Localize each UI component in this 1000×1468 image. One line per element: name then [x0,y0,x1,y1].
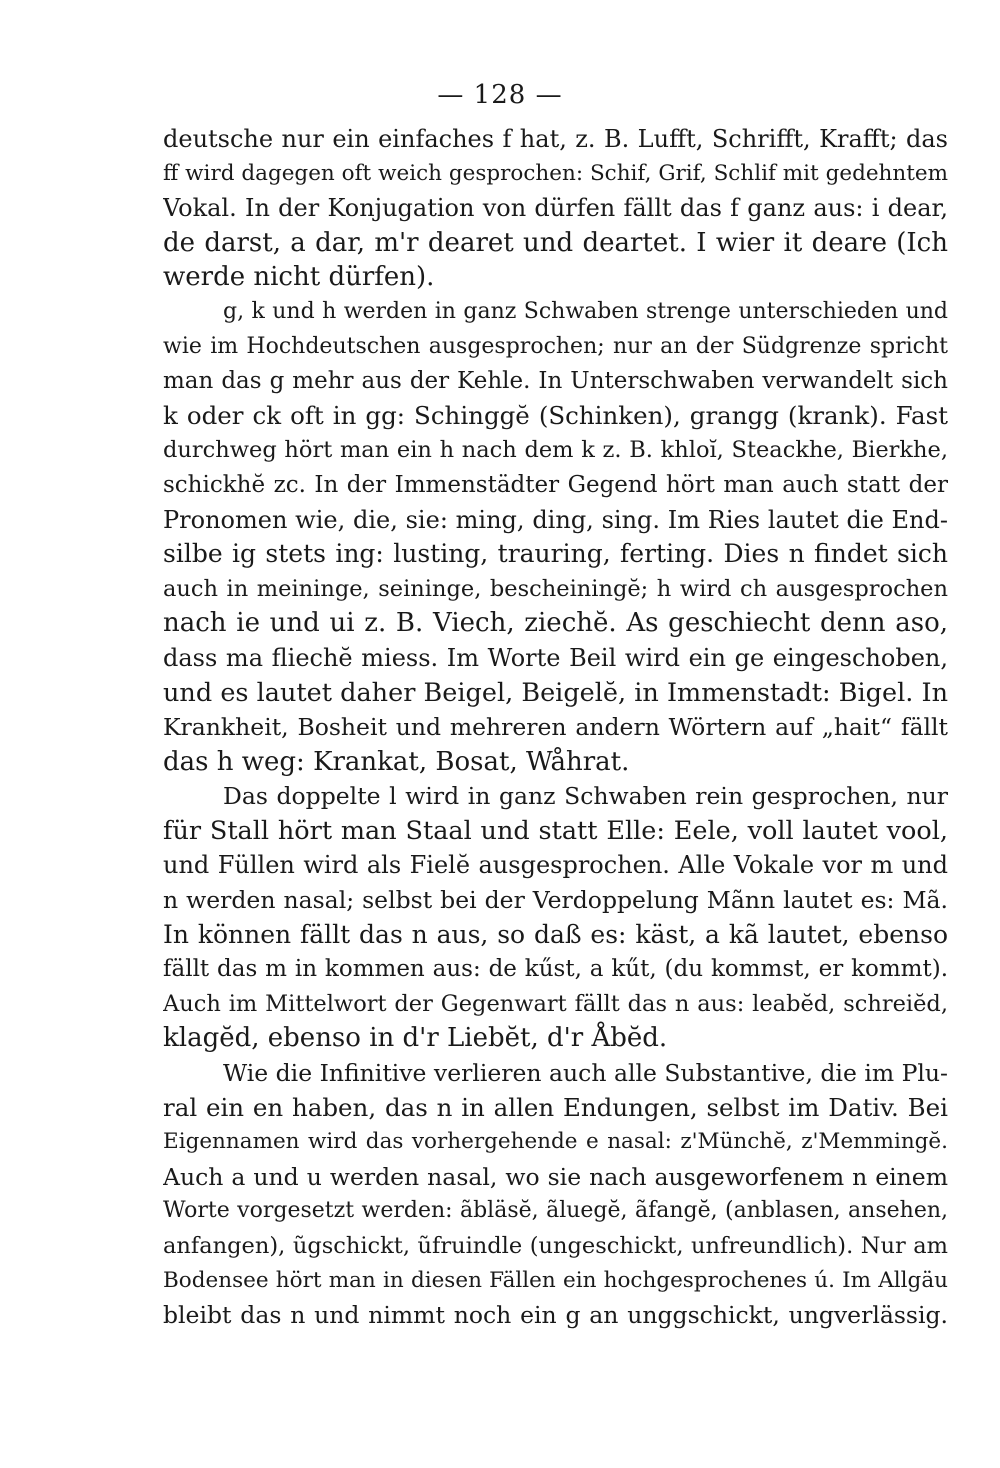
text-line: bleibt das n und nimmt noch ein g an unggschickt, ungverlässig. [163,1301,948,1330]
text-line: In können fällt das n aus, so daß es: käst, a kã lautet, ebenso [163,919,948,949]
text-line: k oder ck oft in gg: Schinggĕ (Schinken), grangg (krank). Fast [163,400,948,430]
text-line: Bodensee hört man in diesen Fällen ein hochgesprochenes ú. Im Allgäu [163,1267,948,1293]
text-line: auch in meininge, seininge, bescheiningĕ; h wird ch ausgesprochen [163,575,948,602]
text-line: silbe ig stets ing: lusting, trauring, ferting. Dies n findet sich [163,539,948,569]
text-line: schickhĕ zc. In der Immenstädter Gegend hört man auch statt der [163,471,948,498]
text-line: anfangen), ũgschickt, ũfruindle (ungeschickt, unfreundlich). Nur am [163,1233,948,1259]
text-line: n werden nasal; selbst bei der Verdoppelung Mãnn lautet es: Mã. [163,886,948,915]
text-line: deutsche nur ein einfaches f hat, z. B. Lufft, Schrifft, Krafft; das [163,125,948,153]
text-line: Wie die Infinitive verlieren auch alle Substantive, die im Plu- [223,1059,948,1088]
text-line: und Füllen wird als Fielĕ ausgesprochen. Alle Vokale vor m und [163,851,948,880]
text-line: Auch a und u werden nasal, wo sie nach ausgeworfenem n einem [163,1162,948,1191]
text-line: de darst, a dar, m'r dearet und deartet. I wier it deare (Ich [163,227,948,258]
text-line: werde nicht dürfen). [163,262,435,293]
text-line: klagĕd, ebenso in d'r Liebĕt, d'r Åbĕd. [163,1023,668,1054]
text-line: das h weg: Krankat, Bosat, Wåhrat. [163,746,630,777]
text-line: Worte vorgesetzt werden: ãbläsĕ, ãluegĕ, ãfangĕ, (anblasen, ansehen, [163,1198,948,1224]
text-line: ff wird dagegen oft weich gesprochen: Schif, Grif, Schlif mit gedehntem [163,160,948,186]
text-line: Auch im Mittelwort der Gegenwart fällt das n aus: leabĕd, schreiĕd, [163,990,948,1017]
text-line: dass ma fliechĕ miess. Im Worte Beil wird ein ge eingeschoben, [163,643,948,672]
text-line: Das doppelte l wird in ganz Schwaben rein gesprochen, nur [223,782,948,811]
text-line: g, k und h werden in ganz Schwaben strenge unterschieden und [223,298,948,324]
body-text [163,122,948,1333]
text-line: Pronomen wie, die, sie: ming, ding, sing. Im Ries lautet die End- [163,505,948,534]
text-line: durchweg hört man ein h nach dem k z. B. khloĭ, Steackhe, Bierkhe, [163,437,948,464]
text-line: Krankheit, Bosheit und mehreren andern Wörtern auf „hait“ fällt [163,713,948,742]
text-line: und es lautet daher Beigel, Beigelĕ, in Immenstadt: Bigel. In [163,677,948,708]
text-line: Eigennamen wird das vorhergehende e nasal: z'Münchĕ, z'Memmingĕ. [163,1129,948,1155]
page-number: — 128 — [437,80,563,110]
text-line: wie im Hochdeutschen ausgesprochen; nur an der Südgrenze spricht [163,333,948,359]
text-line: ral ein en haben, das n in allen Endungen, selbst im Dativ. Bei [163,1092,948,1122]
text-line: nach ie und ui z. B. Viech, ziechĕ. As geschiecht denn aso, [163,608,948,639]
text-line: Vokal. In der Konjugation von dürfen fällt das f ganz aus: i dear, [163,194,948,223]
text-line: fällt das m in kommen aus: de kűst, a kűt, (du kommst, er kommt). [163,956,948,983]
text-line: für Stall hört man Staal und statt Elle: Eele, voll lautet vool, [163,815,948,846]
text-line: man das g mehr aus der Kehle. In Unterschwaben verwandelt sich [163,368,948,395]
